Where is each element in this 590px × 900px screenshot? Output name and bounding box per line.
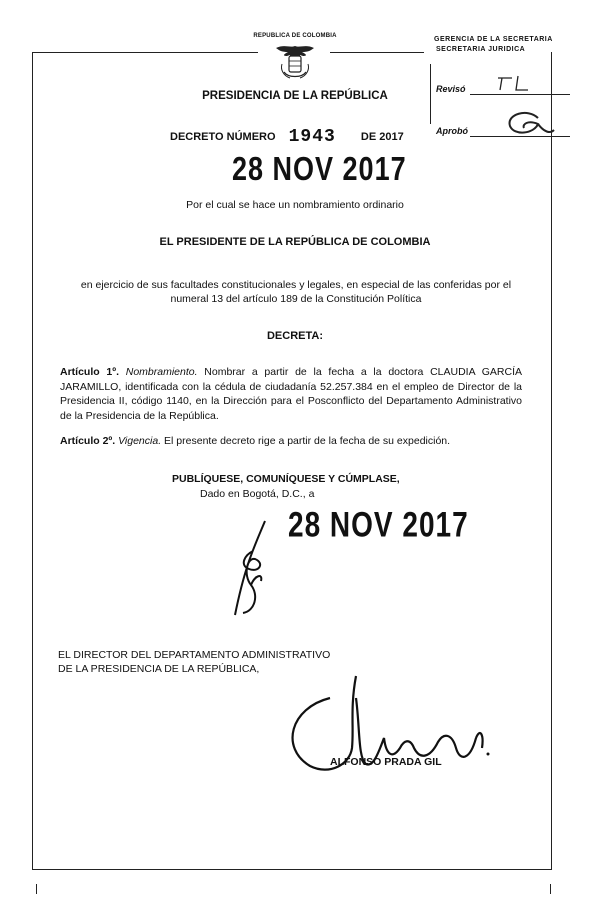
stamp-reviso-label: Revisó <box>436 84 466 94</box>
stamp-line-2: SECRETARIA JURIDICA <box>436 46 526 53</box>
director-line-1: EL DIRECTOR DEL DEPARTAMENTO ADMINISTRATIVO <box>58 649 331 661</box>
article-2 <box>60 434 522 449</box>
dado-en-line: Dado en Bogotá, D.C., a <box>200 488 315 500</box>
president-signature-icon <box>225 515 285 625</box>
decreta-heading: DECRETA: <box>266 330 323 342</box>
republica-header: REPUBLICA DE COLOMBIA <box>253 33 337 39</box>
stamp-aprobo-label: Aprobó <box>436 126 468 136</box>
decree-number: 1943 <box>288 127 336 147</box>
corner-mark-left <box>36 884 37 894</box>
aprobo-initials-icon <box>498 108 558 142</box>
corner-mark-right <box>550 884 551 894</box>
publiquese-line: PUBLÍQUESE, COMUNÍQUESE Y CÚMPLASE, <box>172 473 400 485</box>
article-1-label: Artículo 1º. <box>60 366 119 378</box>
decree-subtitle: Por el cual se hace un nombramiento ordinario <box>186 199 404 211</box>
article-2-text: El presente decreto rige a partir de la fecha de su expedición. <box>164 435 451 447</box>
date-stamp-top: 28 NOV 2017 <box>232 150 407 188</box>
coat-of-arms-icon <box>270 42 320 84</box>
director-line-2: DE LA PRESIDENCIA DE LA REPÚBLICA, <box>58 663 260 675</box>
article-2-label: Artículo 2º. <box>60 435 116 447</box>
el-presidente-heading: EL PRESIDENTE DE LA REPÚBLICA DE COLOMBIA <box>159 236 431 248</box>
article-1 <box>60 365 522 423</box>
decree-label: DECRETO NÚMERO <box>170 131 276 143</box>
article-1-title: Nombramiento. <box>125 366 198 378</box>
date-stamp-bottom: 28 NOV 2017 <box>288 505 469 544</box>
decree-year: DE 2017 <box>360 131 404 143</box>
approval-stamp <box>424 28 582 146</box>
article-2-title: Vigencia. <box>118 435 162 447</box>
ejercicio-paragraph: en ejercicio de sus facultades constitucionales y legales, en especial de las conferidas por el numeral 13 del artículo 189 de la Constitución Política <box>80 279 512 305</box>
page-title: PRESIDENCIA DE LA REPÚBLICA <box>202 90 388 102</box>
document-border-top-right <box>330 52 424 53</box>
signer-name: ALFONSO PRADA GIL <box>330 756 442 768</box>
article-1-text: Nombrar a partir de la fecha a la doctora CLAUDIA GARCÍA JARAMILLO, identificada con la cédula de ciudadanía 52.257.384 en el empleo de Director de la Presidencia II, código 1140, en la Dirección para el Posconflicto del Departamento Administrativo de la Presidencia de la República. <box>60 366 523 422</box>
stamp-line-1: GERENCIA DE LA SECRETARIA <box>434 36 553 43</box>
document-border-top-left <box>32 52 258 53</box>
decree-number-line <box>170 126 404 146</box>
